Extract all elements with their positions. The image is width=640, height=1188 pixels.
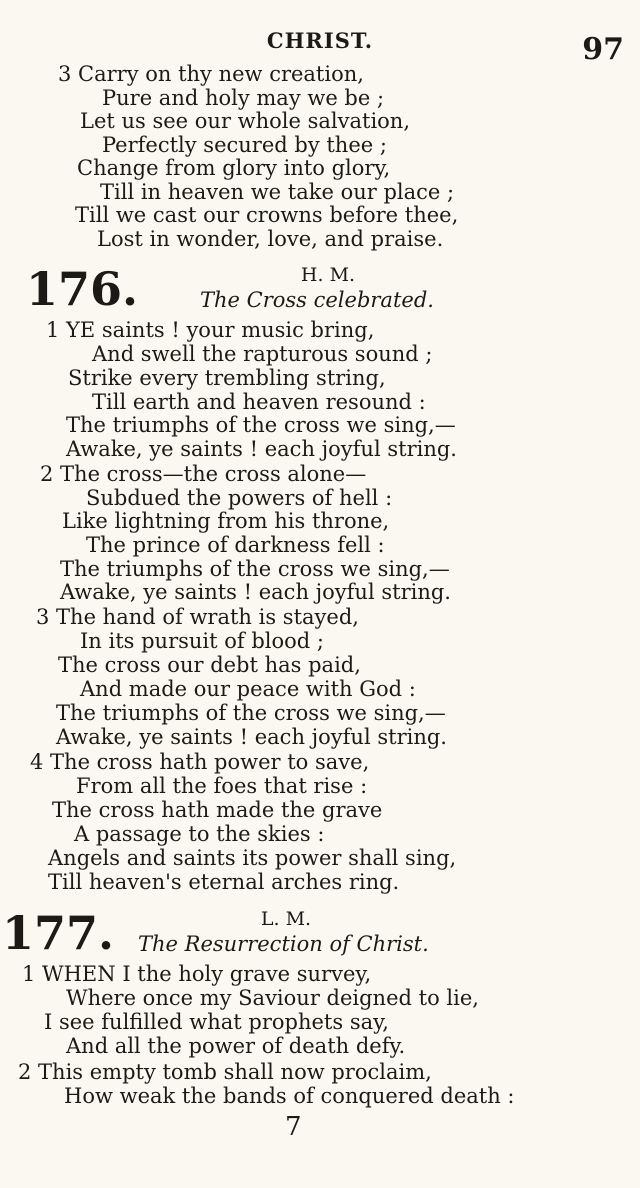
hymn-line: In its pursuit of blood ; [80,629,324,653]
hymn-line: Awake, ye saints ! each joyful string. [60,580,451,604]
hymn-line: Subdued the powers of hell : [86,486,393,510]
hymn-number: 177. [2,906,115,960]
hymn-line: 3 The hand of wrath is stayed, [36,605,359,629]
hymn-line: The cross our debt has paid, [58,653,361,677]
hymn-line: The prince of darkness fell : [86,533,385,557]
hymn-line: 2 This empty tomb shall now proclaim, [18,1060,432,1084]
hymn-line: And made our peace with God : [80,677,416,701]
hymn-line: 1 WHEN I the holy grave survey, [22,962,372,986]
hymn-title: The Cross celebrated. [200,288,434,312]
hymn-line: Awake, ye saints ! each joyful string. [66,437,457,461]
hymn-line: Awake, ye saints ! each joyful string. [56,725,447,749]
signature-mark: 7 [285,1112,302,1142]
hymn-line: And all the power of death defy. [66,1034,406,1058]
hymn-number: 176. [26,262,139,316]
hymn-meter: H. M. [300,264,356,286]
hymn-line: Till in heaven we take our place ; [100,180,455,204]
hymn-line: 1 YE saints ! your music bring, [46,318,375,342]
page-number: 97 [582,32,624,67]
hymn-line: I see fulfilled what prophets say, [44,1010,389,1034]
running-head: CHRIST. [266,28,374,53]
hymn-line: 4 The cross hath power to save, [30,750,370,774]
hymn-line: How weak the bands of conquered death : [64,1084,515,1108]
hymn-line: The triumphs of the cross we sing,— [66,413,456,437]
hymn-line: Where once my Saviour deigned to lie, [66,986,479,1010]
hymn-line: 3 Carry on thy new creation, [58,62,364,86]
hymn-title: The Resurrection of Christ. [138,932,429,956]
hymn-line: Let us see our whole salvation, [80,109,411,133]
hymn-line: Lost in wonder, love, and praise. [97,227,444,251]
hymn-line: Till we cast our crowns before thee, [75,203,459,227]
hymn-line: Change from glory into glory, [77,156,391,180]
hymn-line: A passage to the skies : [74,822,325,846]
hymn-line: The cross hath made the grave [52,798,383,822]
hymn-line: Till heaven's eternal arches ring. [48,870,400,894]
hymn-line: Till earth and heaven resound : [92,390,426,414]
hymn-line: And swell the rapturous sound ; [92,342,433,366]
hymn-line: Pure and holy may we be ; [102,86,385,110]
hymn-meter: L. M. [260,908,312,930]
hymn-line: From all the foes that rise : [76,774,368,798]
hymn-line: The triumphs of the cross we sing,— [56,701,446,725]
hymn-line: Like lightning from his throne, [62,509,390,533]
hymn-line: Angels and saints its power shall sing, [48,846,457,870]
hymn-line: 2 The cross—the cross alone— [40,462,367,486]
hymn-line: The triumphs of the cross we sing,— [60,557,450,581]
hymn-line: Strike every trembling string, [68,366,386,390]
hymn-line: Perfectly secured by thee ; [102,133,387,157]
